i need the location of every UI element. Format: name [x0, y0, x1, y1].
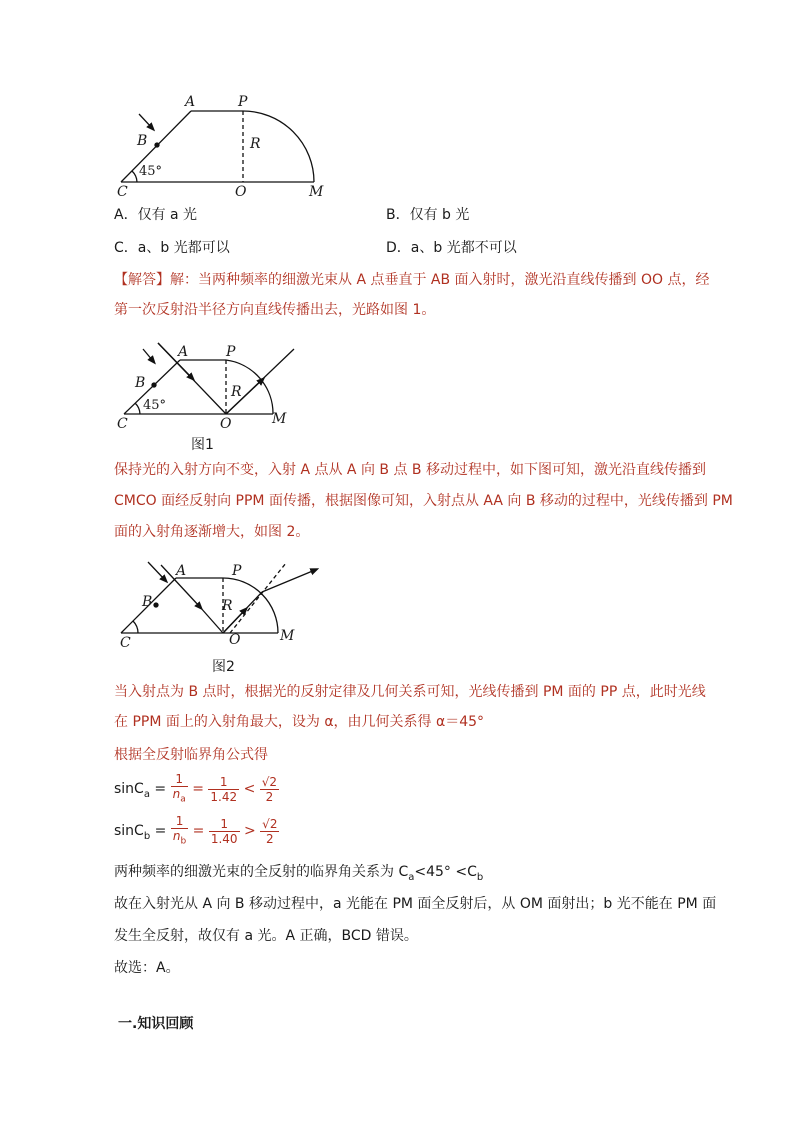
fig1-label-angle: 45° [143, 398, 167, 413]
option-b: B．仅有 b 光 [386, 207, 470, 223]
fig2-incident-1 [148, 562, 165, 580]
para3-line-3: 根据全反射临界角公式得 [114, 747, 268, 763]
option-d: D．a、b 光都不可以 [386, 240, 517, 256]
top-label-a: A [185, 94, 196, 110]
fig1-point-b [152, 383, 156, 387]
top-angle-arc [132, 171, 137, 182]
answer-text: 解：当两种频率的细激光束从 A 点垂直于 AB 面入射时，激光沿直线传播到 OO 点，经 [170, 272, 710, 288]
para2-line-2: CMCO 面经反射向 PPM 面传播，根据图像可知，入射点从 AA 向 B 移动的过程中，光线传播到 PM [114, 493, 733, 509]
fig1-incident-b [143, 349, 153, 361]
fig2-label-c: C [120, 635, 131, 651]
fig2-label-r: R [222, 598, 233, 614]
para4-line-4: 故选：A。 [114, 960, 180, 976]
para3-line-1: 当入射点为 B 点时，根据光的反射定律及几何关系可知，光线传播到 PM 面的 PP 点，此时光线 [114, 684, 706, 700]
frac-1-over-nb: $\frac{1}{n_b}$ [172, 814, 187, 847]
answer-line-2: 第一次反射沿半径方向直线传播出去，光路如图 1。 [114, 302, 436, 318]
top-label-angle: 45° [139, 164, 163, 179]
fig2-label-m: M [280, 628, 295, 644]
section-heading: 一.知识回顾 [118, 1016, 194, 1032]
fig1-caption: 图1 [191, 437, 214, 453]
fig2-caption: 图2 [212, 659, 235, 675]
top-label-r: R [250, 136, 261, 152]
top-label-c: C [117, 184, 128, 200]
formula-sinca: sinC$_a$ = $\frac{1}{n_a}$ = $\frac{1}{1.42}$ < $\frac{√2}{2}$ [114, 772, 278, 805]
para2-line-1: 保持光的入射方向不变，入射 A 点从 A 向 B 点 B 移动过程中，如下图可知，激光沿直线传播到 [114, 462, 706, 478]
frac-1-over-na: $\frac{1}{n_a}$ [172, 772, 186, 805]
answer-tag: 【解答】 [114, 272, 170, 288]
fig1-label-o: O [220, 416, 232, 432]
fig2-point-b [154, 603, 158, 607]
top-label-p: P [238, 94, 248, 110]
top-label-o: O [235, 184, 247, 200]
answer-line-1 [114, 270, 710, 290]
fig2-ray-exit [262, 570, 315, 592]
fig1-label-a: A [178, 344, 189, 360]
top-label-m: M [309, 184, 324, 200]
para2-line-3: 面的入射角逐渐增大，如图 2。 [114, 524, 310, 540]
frac-1-over-140: $\frac{1}{1.40}$ [210, 816, 238, 846]
fig1-angle-arc [135, 403, 140, 414]
fig1-label-m: M [272, 411, 287, 427]
para3-line-2: 在 PPM 面上的入射角最大，设为 α，由几何关系得 α＝45° [114, 714, 485, 730]
para4-line-1: 两种频率的细激光束的全反射的临界角关系为 $C_a<45^\circ <C_b$ [114, 864, 484, 883]
top-point-b [155, 143, 159, 147]
fig1-label-r: R [231, 384, 242, 400]
para4-line-2: 故在入射光从 A 向 B 移动过程中，a 光能在 PM 面全反射后，从 OM 面射出；b 光不能在 PM 面 [114, 896, 717, 912]
fig2-label-b: B [142, 594, 153, 610]
frac-sqrt2-over-2-a: $\frac{√2}{2}$ [261, 774, 278, 804]
frac-1-over-142: $\frac{1}{1.42}$ [210, 774, 238, 804]
top-incident-ray [139, 114, 152, 128]
fig2-label-a: A [176, 563, 187, 579]
fig2-label-p: P [232, 563, 242, 579]
top-label-b: B [137, 133, 148, 149]
fig2-label-o: O [229, 632, 241, 648]
fig1-label-c: C [117, 416, 128, 432]
para4-line-3: 发生全反射，故仅有 a 光。A 正确，BCD 错误。 [114, 928, 418, 944]
formula-sincb: sinC$_b$ = $\frac{1}{n_b}$ = $\frac{1}{1.40}$ > $\frac{√2}{2}$ [114, 814, 278, 847]
fig2-angle-arc [133, 621, 138, 633]
fig1-label-p: P [226, 344, 236, 360]
option-a: A．仅有 a 光 [114, 207, 198, 223]
option-c: C．a、b 光都可以 [114, 240, 230, 256]
fig1-label-b: B [135, 375, 146, 391]
frac-sqrt2-over-2-b: $\frac{√2}{2}$ [262, 816, 278, 846]
